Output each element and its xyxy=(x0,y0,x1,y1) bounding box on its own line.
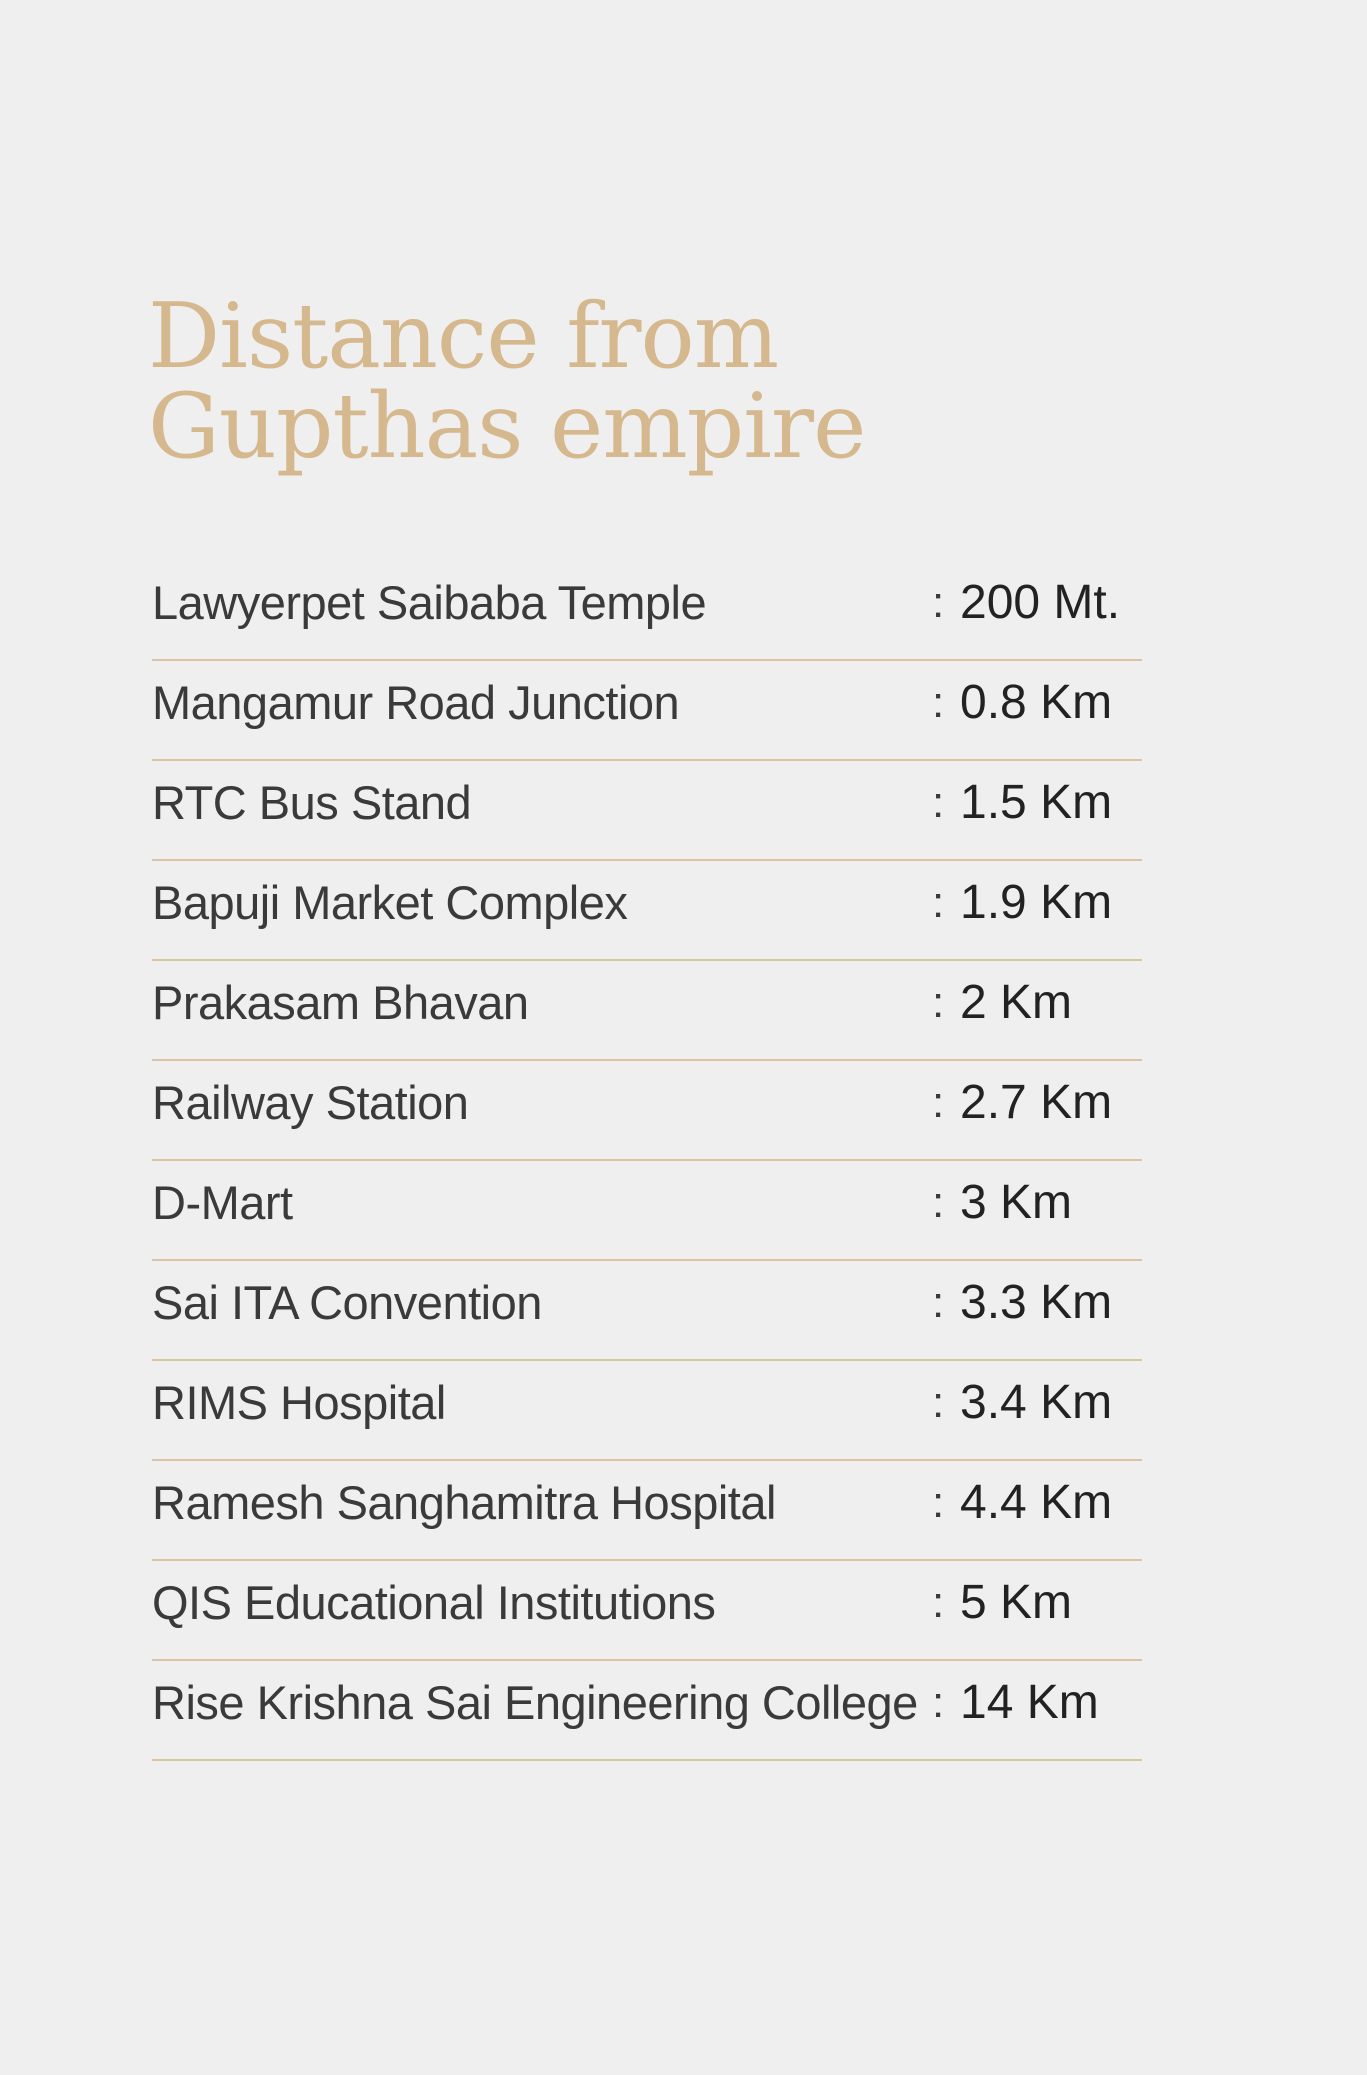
place-name: D-Mart xyxy=(152,1176,293,1229)
place-name: Rise Krishna Sai Engineering College xyxy=(152,1676,918,1729)
place-name: Ramesh Sanghamitra Hospital xyxy=(152,1476,776,1529)
place-name: Bapuji Market Complex xyxy=(152,876,628,929)
separator: : xyxy=(932,1178,945,1227)
distance-row xyxy=(152,961,1142,1061)
distance-value: 1.9 Km xyxy=(960,876,1113,929)
place-name: RTC Bus Stand xyxy=(152,776,472,829)
page-title xyxy=(148,284,866,479)
separator: : xyxy=(932,778,945,827)
distance-row xyxy=(152,1661,1142,1761)
place-name: Prakasam Bhavan xyxy=(152,976,529,1029)
separator: : xyxy=(932,1478,945,1527)
distance-row xyxy=(152,1561,1142,1661)
separator: : xyxy=(932,978,945,1027)
place-name: QIS Educational Institutions xyxy=(152,1576,716,1629)
distance-value: 200 Mt. xyxy=(960,576,1121,629)
distance-row xyxy=(152,561,1142,661)
distance-row xyxy=(152,1261,1142,1361)
separator: : xyxy=(932,1678,945,1727)
distance-value: 1.5 Km xyxy=(960,776,1113,829)
separator: : xyxy=(932,1578,945,1627)
title-line-1: Distance from xyxy=(148,284,779,389)
place-name: Sai ITA Convention xyxy=(152,1276,542,1329)
distance-row xyxy=(152,861,1142,961)
distance-value: 14 Km xyxy=(960,1676,1099,1729)
place-name: RIMS Hospital xyxy=(152,1376,446,1429)
separator: : xyxy=(932,678,945,727)
distance-value: 3 Km xyxy=(960,1176,1073,1229)
distance-row xyxy=(152,1061,1142,1161)
place-name: Lawyerpet Saibaba Temple xyxy=(152,576,707,629)
distance-value: 3.4 Km xyxy=(960,1376,1113,1429)
separator: : xyxy=(932,1278,945,1327)
distance-value: 3.3 Km xyxy=(960,1276,1113,1329)
separator: : xyxy=(932,1378,945,1427)
distance-row xyxy=(152,1161,1142,1261)
distance-row xyxy=(152,1361,1142,1461)
title-line-2: Gupthas empire xyxy=(148,374,866,479)
distance-row xyxy=(152,761,1142,861)
distance-value: 0.8 Km xyxy=(960,676,1113,729)
distance-value: 2.7 Km xyxy=(960,1076,1113,1129)
distance-list xyxy=(152,561,1142,1761)
distance-row xyxy=(152,661,1142,761)
distance-value: 2 Km xyxy=(960,976,1073,1029)
distance-value: 4.4 Km xyxy=(960,1476,1113,1529)
place-name: Mangamur Road Junction xyxy=(152,676,680,729)
distance-value: 5 Km xyxy=(960,1576,1073,1629)
separator: : xyxy=(932,578,945,627)
separator: : xyxy=(932,1078,945,1127)
place-name: Railway Station xyxy=(152,1076,469,1129)
distance-row xyxy=(152,1461,1142,1561)
separator: : xyxy=(932,878,945,927)
